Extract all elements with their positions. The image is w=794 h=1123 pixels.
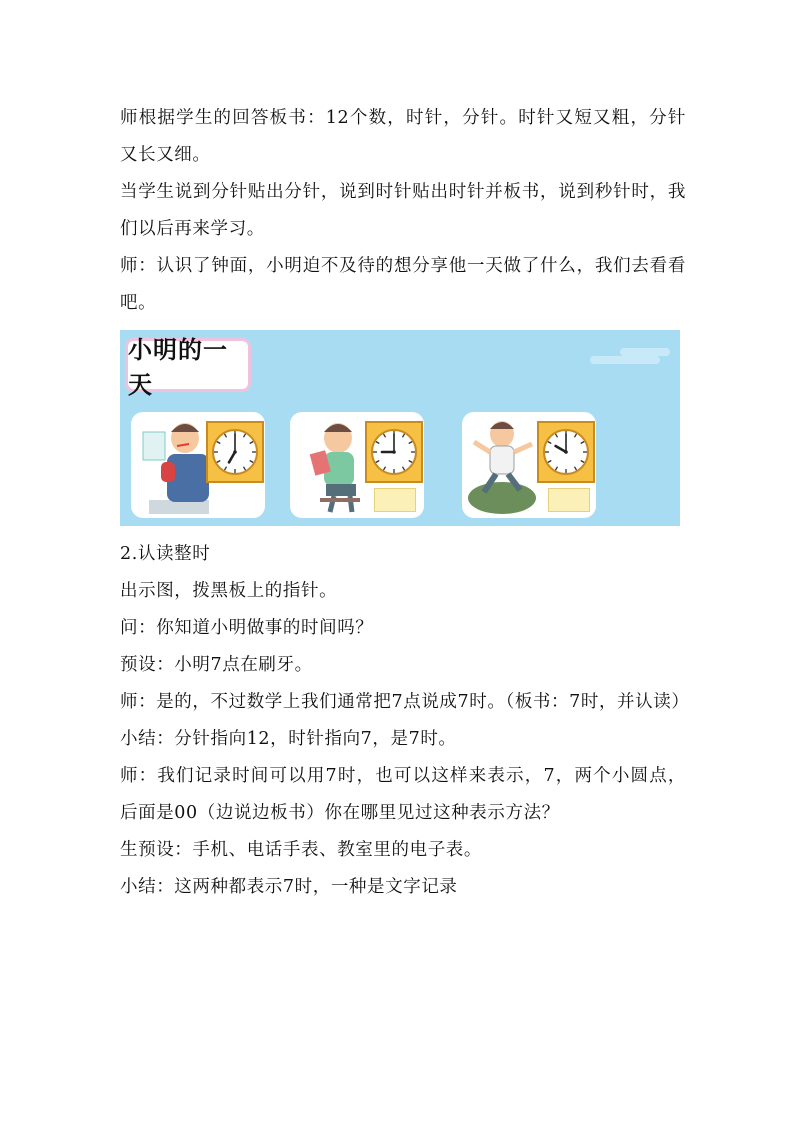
paragraph-hands-posting: 当学生说到分针贴出分针，说到时针贴出时针并板书，说到秒针时，我们以后再来学习。	[120, 182, 686, 239]
scene-card-reading	[290, 412, 424, 518]
paragraph-summary-two: 小结：这两种都表示7时，一种是文字记录	[120, 877, 458, 897]
paragraph-teacher-explain: 师：是的，不过数学上我们通常把7点说成7时。（板书：7时，并认读）	[120, 692, 690, 712]
clock-icon	[131, 412, 265, 518]
paragraph-show-picture: 出示图，拨黑板上的指针。	[120, 581, 338, 601]
cloud-decoration	[620, 348, 670, 356]
paragraph-student-presumption: 生预设：手机、电话手表、教室里的电子表。	[120, 840, 482, 860]
banner-title: 小明的一天	[128, 336, 228, 399]
paragraph-notation: 师：我们记录时间可以用7时，也可以这样来表示，7，两个小圆点，后面是00（边说边板书）你在哪里见过这种表示方法？	[120, 766, 686, 823]
paragraph-summary: 小结：分针指向12，时针指向7，是7时。	[120, 729, 457, 749]
paragraph-teacher-share: 师：认识了钟面，小明迫不及待的想分享他一天做了什么，我们去看看吧。	[120, 256, 686, 313]
time-answer-box[interactable]	[374, 488, 416, 512]
time-answer-box[interactable]	[548, 488, 590, 512]
banner-title-box	[125, 336, 251, 399]
paragraph-presumption: 预设：小明7点在刷牙。	[120, 655, 313, 675]
document-page	[120, 100, 690, 906]
xiaoming-day-banner	[120, 330, 680, 526]
paragraph-question: 问：你知道小明做事的时间吗？	[120, 618, 374, 638]
scene-card-playing	[462, 412, 596, 518]
paragraph-board-writing: 师根据学生的回答板书：12个数，时针，分针。时针又短又粗，分针又长又细。	[120, 108, 686, 165]
cloud-decoration	[592, 356, 610, 364]
scene-card-brushing	[131, 412, 265, 518]
section-heading: 2.认读整时	[120, 544, 211, 564]
